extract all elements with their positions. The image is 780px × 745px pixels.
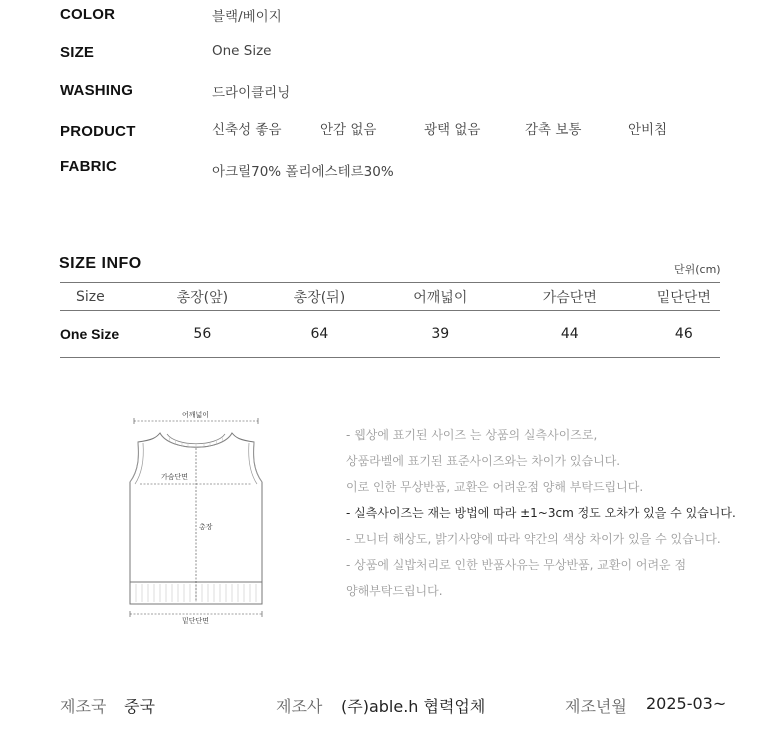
size-info-title: SIZE INFO bbox=[59, 255, 142, 272]
washing-value: 드라이클리닝 bbox=[212, 85, 291, 101]
diagram-chest-label: 가슴단면 bbox=[161, 473, 189, 481]
size-table bbox=[60, 282, 720, 358]
fabric-label: FABRIC bbox=[60, 158, 118, 175]
color-value: 블랙/베이지 bbox=[212, 9, 282, 25]
diagram-length-label: 총장 bbox=[199, 523, 213, 531]
product-seethrough: 안비침 bbox=[628, 122, 668, 138]
note-line-7: 양해부탁드립니다. bbox=[346, 584, 443, 598]
row-chest: 44 bbox=[492, 311, 648, 358]
fabric-value: 아크릴70% 폴리에스테르30% bbox=[212, 164, 394, 180]
product-texture: 감촉 보통 bbox=[525, 122, 582, 138]
header-shoulder: 어깨넓이 bbox=[389, 283, 492, 311]
product-label: PRODUCT bbox=[60, 123, 136, 140]
note-line-4: - 실측사이즈는 재는 방법에 따라 ±1~3cm 정도 오차가 있을 수 있습니다. bbox=[346, 506, 736, 520]
row-shoulder: 39 bbox=[389, 311, 492, 358]
product-gloss: 광택 없음 bbox=[424, 122, 481, 138]
row-length-back: 64 bbox=[250, 311, 388, 358]
maker-value: (주)able.h 협력업체 bbox=[341, 697, 486, 716]
header-chest: 가슴단면 bbox=[492, 283, 648, 311]
size-value: One Size bbox=[212, 43, 272, 59]
table-row bbox=[60, 311, 720, 358]
note-line-6: - 상품에 실밥처리로 인한 반품사유는 무상반품, 교환이 어려운 점 bbox=[346, 558, 687, 572]
note-line-1: - 웹상에 표기된 사이즈 는 상품의 실측사이즈로, bbox=[346, 428, 598, 442]
diagram-shoulder-label: 어깨넓이 bbox=[182, 411, 210, 419]
row-size: One Size bbox=[60, 311, 154, 358]
note-line-2: 상품라벨에 표기된 표준사이즈와는 차이가 있습니다. bbox=[346, 454, 621, 468]
size-label: SIZE bbox=[60, 44, 95, 61]
header-length-back: 총장(뒤) bbox=[250, 283, 388, 311]
origin-label: 제조국 bbox=[60, 697, 107, 716]
row-length-front: 56 bbox=[154, 311, 250, 358]
maker-label: 제조사 bbox=[276, 697, 323, 716]
row-hem: 46 bbox=[648, 311, 720, 358]
note-line-3: 이로 인한 무상반품, 교환은 어려운점 양해 부탁드립니다. bbox=[346, 480, 644, 494]
color-label: COLOR bbox=[60, 6, 116, 23]
date-value: 2025-03~ bbox=[646, 694, 727, 713]
date-label: 제조년월 bbox=[565, 697, 627, 716]
header-size: Size bbox=[60, 283, 154, 311]
header-length-front: 총장(앞) bbox=[154, 283, 250, 311]
washing-label: WASHING bbox=[60, 82, 134, 99]
vest-diagram bbox=[118, 402, 278, 632]
header-hem: 밑단단면 bbox=[648, 283, 720, 311]
size-unit: 단위(cm) bbox=[674, 263, 721, 276]
product-lining: 안감 없음 bbox=[320, 122, 377, 138]
note-line-5: - 모니터 해상도, 밝기사양에 따라 약간의 색상 차이가 있을 수 있습니다. bbox=[346, 532, 721, 546]
diagram-hem-label: 밑단단면 bbox=[182, 617, 210, 625]
product-stretch: 신축성 좋음 bbox=[212, 122, 282, 138]
origin-value: 중국 bbox=[124, 697, 155, 716]
size-table-header bbox=[60, 283, 720, 311]
